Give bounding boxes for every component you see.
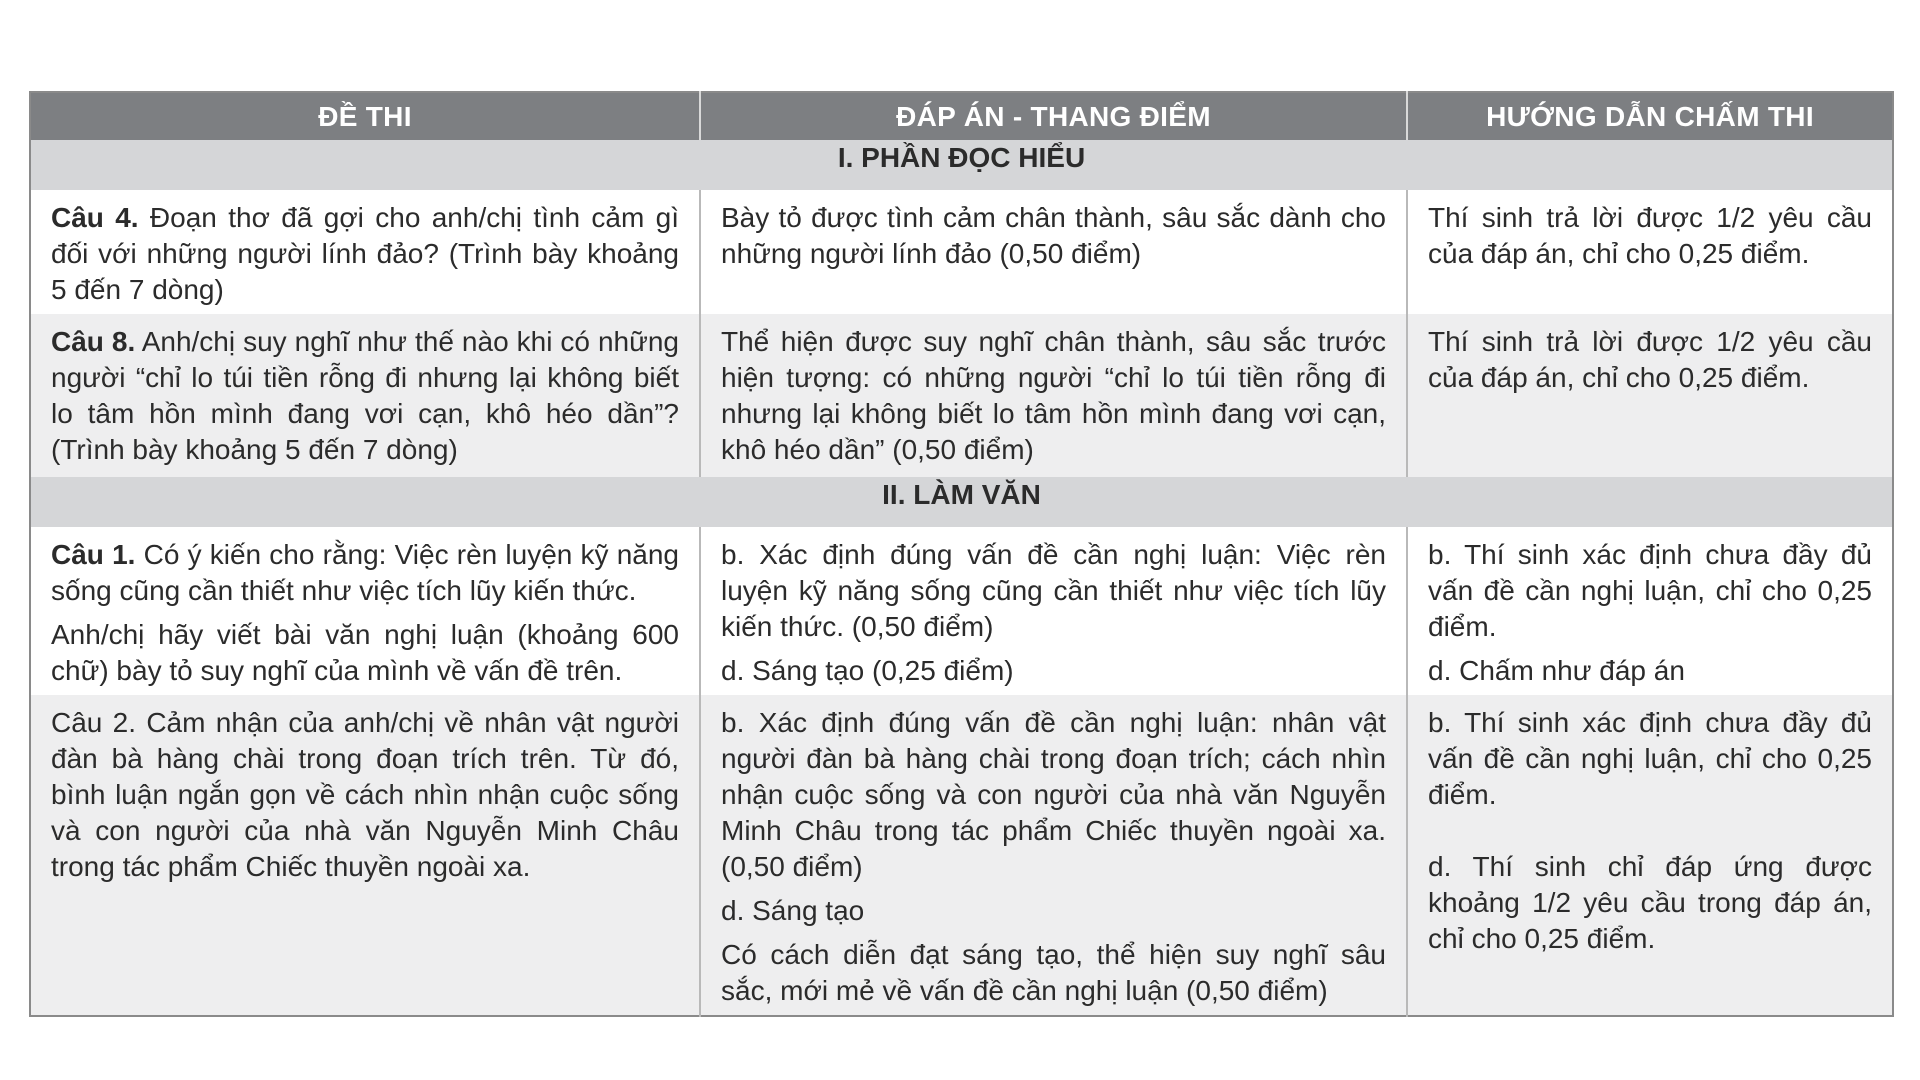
header-answer: ĐÁP ÁN - THANG ĐIỂM — [700, 92, 1407, 140]
question-text: Câu 2. Cảm nhận của anh/chị về nhân vật người đàn bà hàng chài trong đoạn trích trên. Từ đó, bình luận ngắn gọn về cách nhìn nhận cuộc sống và con người của nhà văn Nguyễn Minh Châu trong tác phẩm Chiếc thuyền ngoài xa. — [51, 707, 679, 882]
table-row — [30, 190, 1893, 314]
guide-b: b. Thí sinh xác định chưa đầy đủ vấn đề cần nghị luận, chỉ cho 0,25 điểm. — [1428, 707, 1872, 810]
grading-table-container — [29, 91, 1892, 1017]
question-text: Anh/chị suy nghĩ như thế nào khi có những người “chỉ lo túi tiền rỗng đi nhưng lại không biết lo tâm hồn mình đang vơi cạn, khô héo dần”? (Trình bày khoảng 5 đến 7 dòng) — [51, 326, 680, 465]
answer-cell — [700, 695, 1407, 1016]
table-row — [30, 527, 1893, 695]
answer-text: Thể hiện được suy nghĩ chân thành, sâu sắc trước hiện tượng: có những người “chỉ lo túi tiền rỗng đi nhưng lại không biết lo tâm hồn mình đang vơi cạn, khô héo dần” (0,50 điểm) — [721, 326, 1386, 465]
answer-b: b. Xác định đúng vấn đề cần nghị luận: Việc rèn luyện kỹ năng sống cũng cần thiết như việc tích lũy kiến thức. (0,50 điểm) — [721, 539, 1386, 642]
exam-cell — [30, 190, 700, 314]
answer-d: d. Sáng tạo (0,25 điểm) — [721, 655, 1014, 686]
guide-d: d. Thí sinh chỉ đáp ứng được khoảng 1/2 yêu cầu trong đáp án, chỉ cho 0,25 điểm. — [1428, 851, 1872, 954]
answer-b: b. Xác định đúng vấn đề cần nghị luận: nhân vật người đàn bà hàng chài trong đoạn trích; cách nhìn nhận cuộc sống và con người của nhà văn Nguyễn Minh Châu trong tác phẩm Chiếc thuyền ngoài xa. (0,50 điểm) — [721, 707, 1386, 882]
grading-table — [29, 91, 1894, 1017]
section-title-writing: II. LÀM VĂN — [30, 477, 1893, 527]
question-text-2: Anh/chị hãy viết bài văn nghị luận (khoảng 600 chữ) bày tỏ suy nghĩ của mình về vấn đề trên. — [51, 619, 679, 686]
guide-cell — [1407, 695, 1893, 1016]
table-row — [30, 314, 1893, 477]
question-label: Câu 1. — [51, 539, 136, 570]
answer-d-detail: Có cách diễn đạt sáng tạo, thể hiện suy nghĩ sâu sắc, mới mẻ về vấn đề cần nghị luận (0,50 điểm) — [721, 939, 1386, 1006]
guide-d: d. Chấm như đáp án — [1428, 655, 1685, 686]
section-row-reading — [30, 140, 1893, 190]
question-label: Câu 8. — [51, 326, 136, 357]
exam-cell — [30, 527, 700, 695]
table-row — [30, 695, 1893, 1016]
question-text: Có ý kiến cho rằng: Việc rèn luyện kỹ năng sống cũng cần thiết như việc tích lũy kiến thức. — [51, 539, 680, 606]
guide-b: b. Thí sinh xác định chưa đầy đủ vấn đề cần nghị luận, chỉ cho 0,25 điểm. — [1428, 539, 1872, 642]
header-guide: HƯỚNG DẪN CHẤM THI — [1407, 92, 1893, 140]
exam-cell — [30, 695, 700, 1016]
answer-cell — [700, 190, 1407, 314]
answer-text: Bày tỏ được tình cảm chân thành, sâu sắc dành cho những người lính đảo (0,50 điểm) — [721, 202, 1386, 269]
question-label: Câu 4. — [51, 202, 139, 233]
guide-cell — [1407, 314, 1893, 477]
guide-text: Thí sinh trả lời được 1/2 yêu cầu của đáp án, chỉ cho 0,25 điểm. — [1428, 202, 1872, 269]
guide-text: Thí sinh trả lời được 1/2 yêu cầu của đáp án, chỉ cho 0,25 điểm. — [1428, 326, 1872, 393]
guide-cell — [1407, 527, 1893, 695]
exam-cell — [30, 314, 700, 477]
answer-cell — [700, 527, 1407, 695]
answer-cell — [700, 314, 1407, 477]
answer-d: d. Sáng tạo — [721, 895, 865, 926]
header-exam: ĐỀ THI — [30, 92, 700, 140]
section-title-reading: I. PHẦN ĐỌC HIỂU — [30, 140, 1893, 190]
guide-cell — [1407, 190, 1893, 314]
section-row-writing — [30, 477, 1893, 527]
question-text: Đoạn thơ đã gợi cho anh/chị tình cảm gì đối với những người lính đảo? (Trình bày khoảng 5 đến 7 dòng) — [51, 202, 679, 305]
table-header-row — [30, 92, 1893, 140]
